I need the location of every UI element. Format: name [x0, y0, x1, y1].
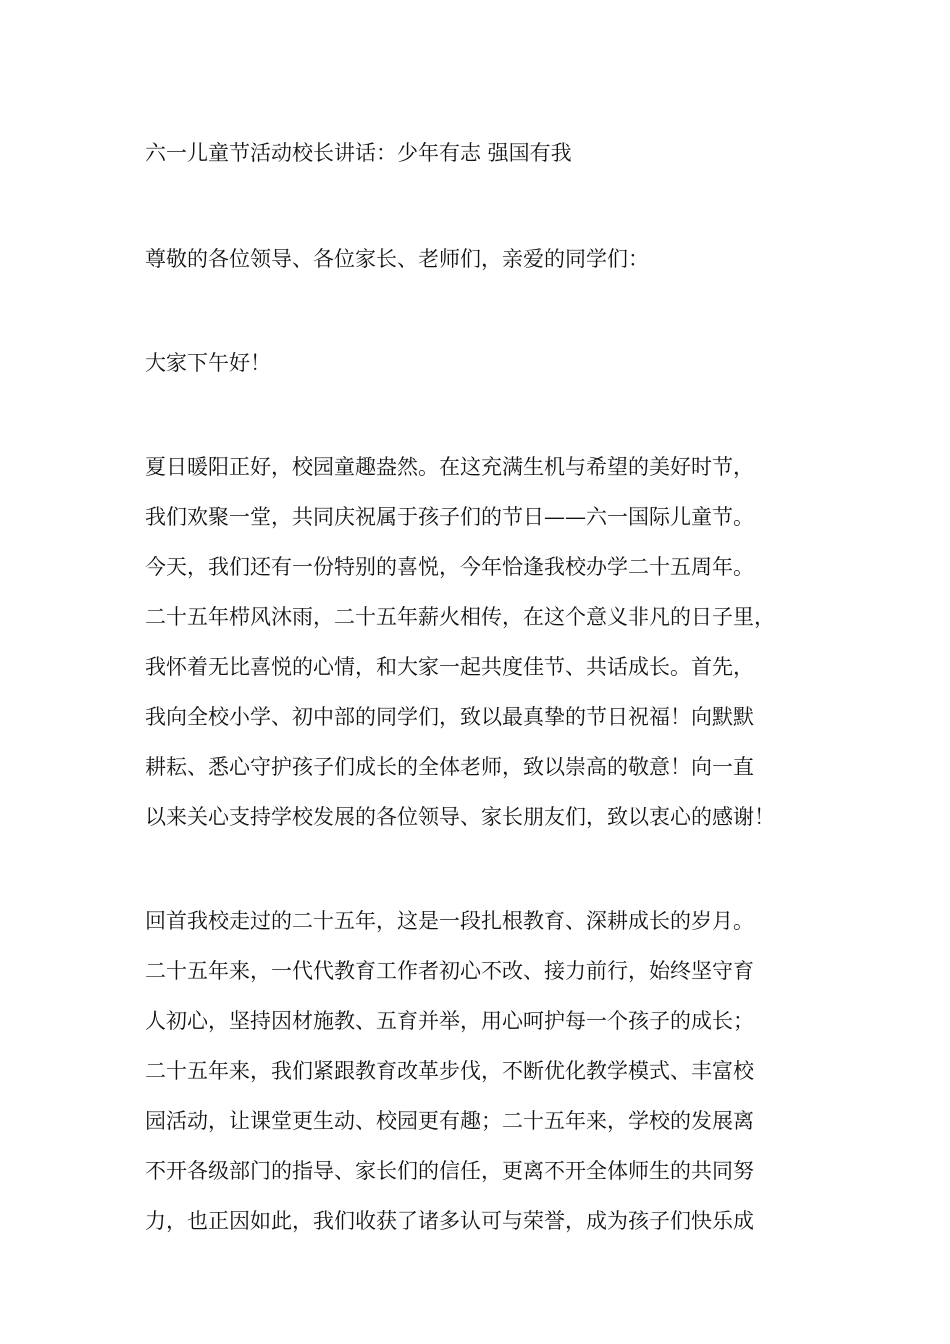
- text-line: 我怀着无比喜悦的心情，和大家一起共度佳节、共话成长。首先，: [145, 655, 754, 679]
- text-line: 人初心，坚持因材施教、五育并举，用心呵护每一个孩子的成长；: [145, 1009, 754, 1033]
- text-line: 我向全校小学、初中部的同学们，致以最真挚的节日祝福！向默默: [145, 705, 754, 729]
- text-line: 二十五年来，我们紧跟教育改革步伐，不断优化教学模式、丰富校: [145, 1059, 754, 1083]
- paragraph-1: [145, 442, 825, 842]
- salutation: 尊敬的各位领导、各位家长、老师们，亲爱的同学们：: [145, 247, 649, 271]
- paragraph-2: [145, 896, 825, 1246]
- text-line: 我们欢聚一堂，共同庆祝属于孩子们的节日——六一国际儿童节。: [145, 505, 754, 529]
- text-line: 力，也正因如此，我们收获了诸多认可与荣誉，成为孩子们快乐成: [145, 1209, 754, 1233]
- text-line: 夏日暖阳正好，校园童趣盎然。在这充满生机与希望的美好时节，: [145, 455, 754, 479]
- text-line: 二十五年来，一代代教育工作者初心不改、接力前行，始终坚守育: [145, 959, 754, 983]
- text-line: 回首我校走过的二十五年，这是一段扎根教育、深耕成长的岁月。: [145, 909, 754, 933]
- text-line: 以来关心支持学校发展的各位领导、家长朋友们，致以衷心的感谢！: [145, 805, 775, 829]
- text-line: 今天，我们还有一份特别的喜悦，今年恰逢我校办学二十五周年。: [145, 555, 754, 579]
- text-line: 二十五年栉风沐雨，二十五年薪火相传，在这个意义非凡的日子里，: [145, 605, 775, 629]
- document-title: 六一儿童节活动校长讲话：少年有志 强国有我: [145, 141, 572, 165]
- greeting: 大家下午好！: [145, 351, 271, 375]
- document-body: [145, 128, 825, 1300]
- text-line: 不开各级部门的指导、家长们的信任，更离不开全体师生的共同努: [145, 1159, 754, 1183]
- text-line: 园活动，让课堂更生动、校园更有趣；二十五年来，学校的发展离: [145, 1109, 754, 1133]
- text-line: 耕耘、悉心守护孩子们成长的全体老师，致以崇高的敬意！向一直: [145, 755, 754, 779]
